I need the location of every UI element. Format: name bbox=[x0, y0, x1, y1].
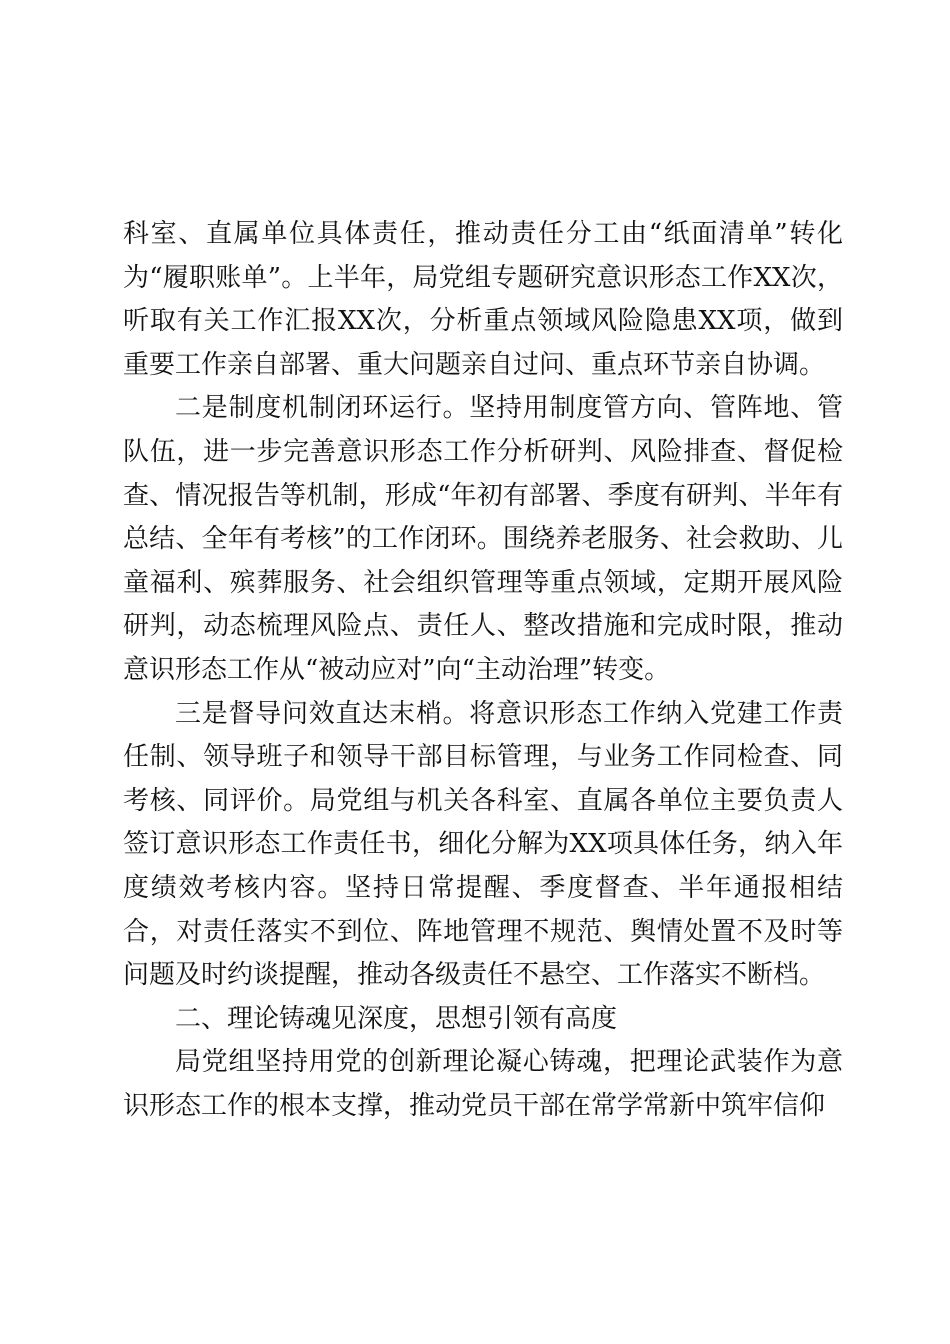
body-text bbox=[123, 213, 843, 1128]
paragraph-supervision: 三是督导问效直达末梢。将意识形态工作纳入党建工作责任制、领导班子和领导干部目标管理，与业务工作同检查、同考核、同评价。局党组与机关各科室、直属各单位主要负责人签订意识形态工作责任书，细化分解为XX项具体任务，纳入年度绩效考核内容。坚持日常提醒、季度督查、半年通报相结合，对责任落实不到位、阵地管理不规范、舆情处置不及时等问题及时约谈提醒，推动各级责任不悬空、工作落实不断档。 bbox=[123, 698, 843, 991]
paragraph-theory: 局党组坚持用党的创新理论凝心铸魂，把理论武装作为意识形态工作的根本支撑，推动党员干部在常学常新中筑牢信仰 bbox=[123, 1047, 843, 1121]
paragraph-institutional-mechanism: 二是制度机制闭环运行。坚持用制度管方向、管阵地、管队伍，进一步完善意识形态工作分析研判、风险排查、督促检查、情况报告等机制，形成“年初有部署、季度有研判、半年有总结、全年有考核”的工作闭环。围绕养老服务、社会救助、儿童福利、殡葬服务、社会组织管理等重点领域，定期开展风险研判，动态梳理风险点、责任人、整改措施和完成时限，推动意识形态工作从“被动应对”向“主动治理”转变。 bbox=[123, 393, 843, 685]
section-heading: 二、理论铸魂见深度，思想引领有高度 bbox=[175, 1003, 618, 1034]
paragraph-continuation: 科室、直属单位具体责任，推动责任分工由“纸面清单”转化为“履职账单”。上半年，局党组专题研究意识形态工作XX次，听取有关工作汇报XX次，分析重点领域风险隐患XX项，做到重要工作亲自部署、重大问题亲自过问、重点环节亲自协调。 bbox=[123, 219, 843, 380]
